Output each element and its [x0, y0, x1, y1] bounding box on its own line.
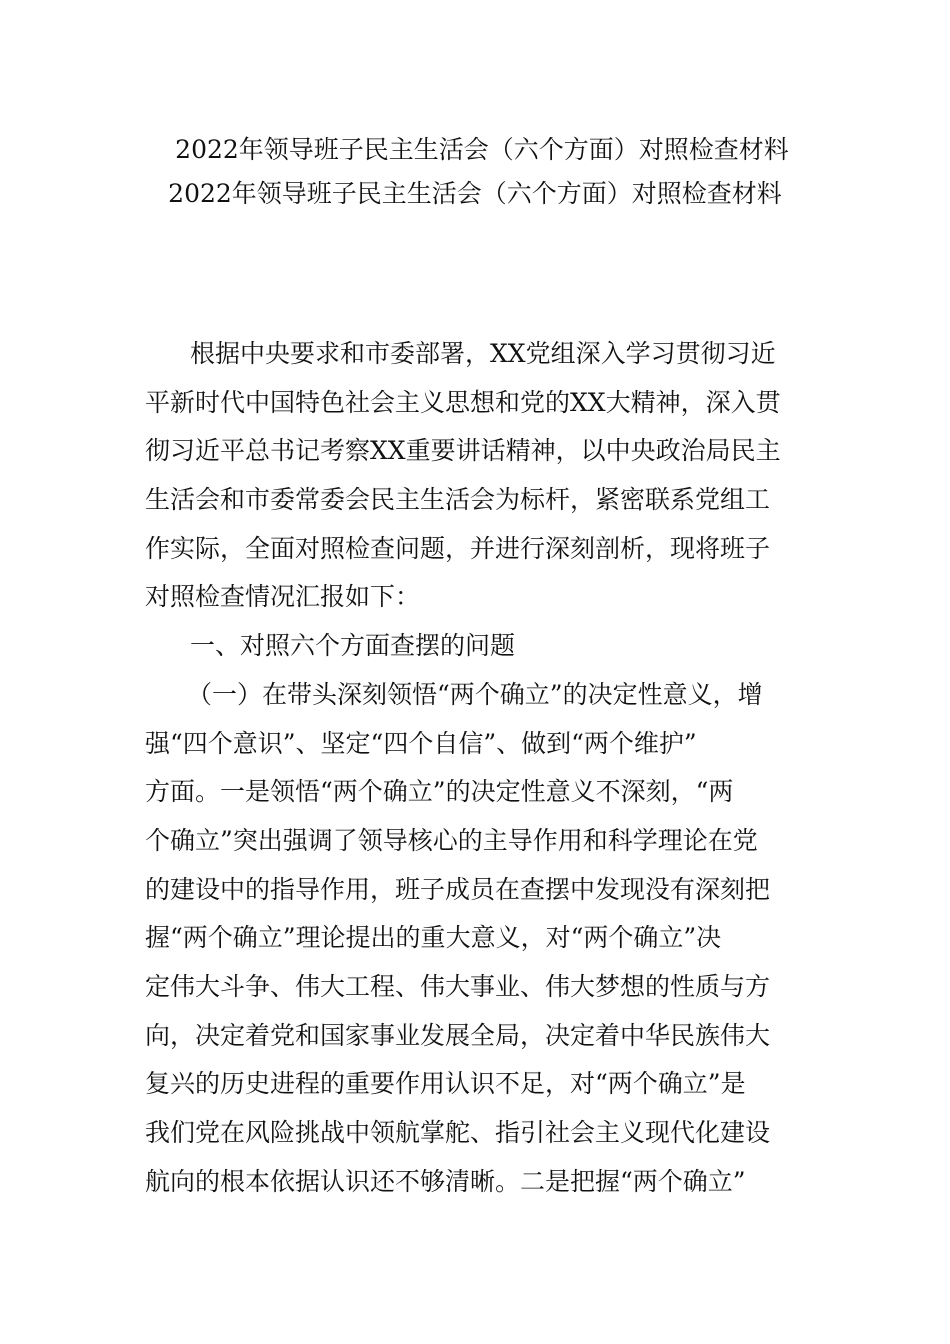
paragraph-line: 作实际，全面对照检查问题，并进行深刻剖析，现将班子: [145, 533, 771, 563]
paragraph-line: 根据中央要求和市委部署，XX党组深入学习贯彻习近: [190, 339, 776, 368]
paragraph-line: 方面。一是领悟“两个确立”的决定性意义不深刻，“两: [145, 777, 734, 807]
paragraph-line: 对照检查情况汇报如下：: [145, 582, 421, 612]
subsection-heading: （一）在带头深刻领悟“两个确立”的决定性意义，增: [187, 679, 763, 709]
paragraph-line: 个确立”突出强调了领导核心的主导作用和科学理论在党: [145, 825, 758, 855]
paragraph-line: 向，决定着党和国家事业发展全局，决定着中华民族伟大: [145, 1020, 771, 1050]
paragraph-line: 强“四个意识”、坚定“四个自信”、做到“两个维护”: [145, 728, 697, 758]
paragraph-line: 航向的根本依据认识还不够清晰。二是把握“两个确立”: [145, 1166, 746, 1196]
paragraph-line: 彻习近平总书记考察XX重要讲话精神，以中央政治局民主: [145, 436, 781, 466]
title-line-1: 2022年领导班子民主生活会（六个方面）对照检查材料: [175, 135, 789, 164]
document-title: [0, 128, 950, 216]
section-heading: 一、对照六个方面查摆的问题: [190, 631, 516, 661]
paragraph-line: 定伟大斗争、伟大工程、伟大事业、伟大梦想的性质与方: [145, 971, 771, 1001]
paragraph-line: 平新时代中国特色社会主义思想和党的XX大精神，深入贯: [145, 387, 781, 417]
paragraph-line: 复兴的历史进程的重要作用认识不足，对“两个确立”是: [145, 1069, 746, 1099]
title-line-2: 2022年领导班子民主生活会（六个方面）对照检查材料: [168, 179, 782, 208]
paragraph-line: 握“两个确立”理论提出的重大意义，对“两个确立”决: [145, 923, 722, 953]
paragraph-line: 生活会和市委常委会民主生活会为标杆，紧密联系党组工: [145, 485, 771, 515]
document-body: [145, 330, 807, 1206]
paragraph-line: 的建设中的指导作用，班子成员在查摆中发现没有深刻把: [145, 874, 771, 904]
paragraph-line: 我们党在风险挑战中领航掌舵、指引社会主义现代化建设: [145, 1118, 771, 1147]
